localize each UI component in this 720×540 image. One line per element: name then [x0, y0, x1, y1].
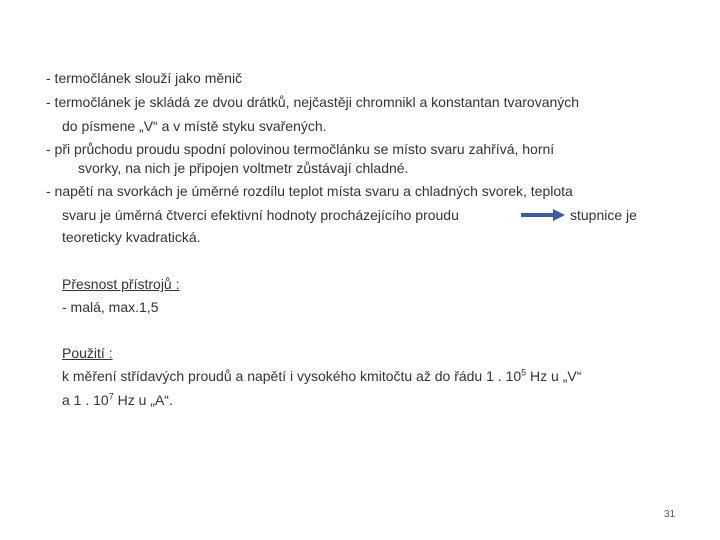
- usage-line-2: [62, 392, 173, 408]
- bullet-1-line-1: - termočlánek slouží jako měnič: [46, 70, 243, 86]
- usage-heading: Použití :: [62, 345, 113, 361]
- usage-line-1: [62, 368, 581, 384]
- bullet-4-line-1: - napětí na svorkách je úměrné rozdílu teplot místa svaru a chladných svorek, teplota: [46, 183, 573, 199]
- bullet-4-line-2-end: stupnice je: [570, 207, 637, 223]
- usage-exponent-1: 5: [521, 367, 527, 378]
- accuracy-heading: Přesnost přístrojů :: [62, 276, 180, 292]
- bullet-3-line-1: - při průchodu proudu spodní polovinou termočlánku se místo svaru zahřívá, horní: [46, 141, 555, 157]
- usage-line-1-unit: Hz u „V“: [526, 368, 582, 384]
- bullet-4-line-3: teoreticky kvadratická.: [62, 229, 201, 245]
- usage-line-2-unit: Hz u „A“.: [113, 392, 173, 408]
- accuracy-text: - malá, max.1,5: [62, 299, 159, 315]
- page-number: 31: [664, 509, 676, 520]
- usage-exponent-2: 7: [108, 391, 114, 402]
- usage-line-2-text: a 1 . 10: [62, 392, 109, 408]
- usage-line-1-text: k měření střídavých proudů a napětí i vysokého kmitočtu až do řádu 1 . 10: [62, 368, 522, 384]
- bullet-3-line-2: svorky, na nich je připojen voltmetr zůstávají chladné.: [78, 160, 409, 176]
- bullet-2-line-2: do písmene „V“ a v místě styku svařených.: [62, 118, 327, 134]
- right-arrow-icon: [521, 209, 565, 221]
- bullet-4-line-2: svaru je úměrná čtverci efektivní hodnoty procházejícího proudu: [62, 207, 459, 223]
- bullet-2-line-1: - termočlánek je skládá ze dvou drátků, nejčastěji chromnikl a konstantan tvarovaných: [46, 94, 580, 110]
